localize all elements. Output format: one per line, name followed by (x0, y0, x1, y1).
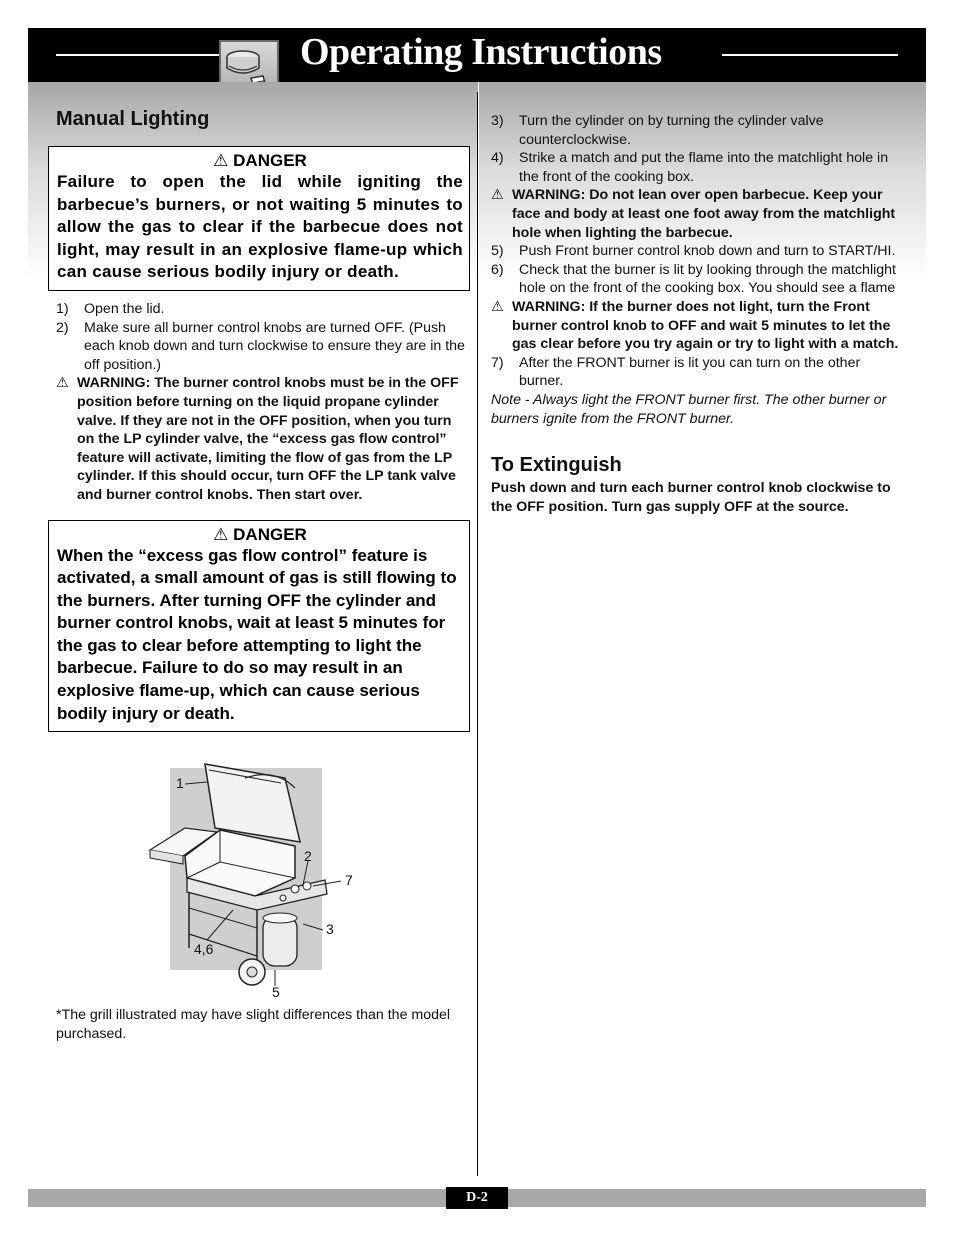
warning-text: WARNING: If the burner does not light, turn the Front burner control knob to OFF and wait 5 minutes to let the gas clear before you try again or try to light with a match. (512, 298, 899, 353)
warning-note-2 (491, 186, 903, 242)
figure-label-5: 5 (272, 984, 280, 1000)
figure-label-4-6: 4,6 (194, 941, 214, 957)
page-title: Operating Instructions (300, 31, 662, 73)
column-divider (477, 92, 478, 1176)
list-item: 5) Push Front burner control knob down and turn to START/HI. (491, 243, 896, 260)
grill-illustration (145, 758, 355, 1002)
danger-header (57, 524, 463, 545)
danger-text: Failure to open the lid while igniting the barbecue’s burners, or not waiting 5 minutes to allow the gas to clear if the barbecue does not light, may result in an explosive flame-up which can cause serious bodily injury or death. (57, 172, 463, 282)
warning-text: WARNING: The burner control knobs must be in the OFF position before turning on the liquid propane cylinder valve. If they are not in the OFF position, when you turn on the LP cylinder valve, the “excess gas flow control” feature will activate, limiting the flow of gas from the LP cylinder. If this should occur, turn OFF the LP tank valve and burner control knobs. Then start over. (77, 375, 459, 503)
list-item: 2) Make sure all burner control knobs are turned OFF. (Push each knob down and turn clockwise to ensure they are in the off position.) (56, 319, 465, 373)
header-rule-left (56, 54, 246, 56)
warning-triangle-icon: ⚠ (213, 151, 229, 170)
figure-label-3: 3 (326, 921, 334, 937)
extinguish-text: Push down and turn each burner control knob clockwise to the OFF position. Turn gas supply OFF at the source. (491, 480, 891, 515)
note-text: Note - Always light the FRONT burner first. The other burner or burners ignite from the FRONT burner. (491, 391, 887, 427)
list-item: 3) Turn the cylinder on by turning the cylinder valve counterclockwise. (491, 113, 824, 148)
list-item: 1) Open the lid. (56, 300, 165, 317)
figure-label-1: 1 (176, 775, 184, 791)
warning-note-1 (56, 374, 470, 504)
section-heading-manual-lighting: Manual Lighting (56, 108, 210, 130)
figure-label-7: 7 (345, 872, 353, 888)
list-item: 6) Check that the burner is lit by looking through the matchlight hole on the front of the cooking box. You should see a flame (491, 261, 896, 297)
warning-triangle-icon: ⚠ (56, 375, 69, 392)
list-item: 4) Strike a match and put the flame into the matchlight hole in the front of the cooking box. (491, 150, 889, 185)
steps-list-1 (56, 300, 470, 374)
figure-label-2: 2 (304, 848, 312, 864)
header-rule-right (722, 54, 898, 56)
danger-box-2 (48, 520, 470, 733)
warning-triangle-icon: ⚠ (491, 187, 504, 204)
left-column (48, 108, 470, 732)
danger-header (57, 150, 463, 171)
steps-list-2 (491, 112, 903, 186)
steps-list-3 (491, 242, 903, 298)
list-item: 7) After the FRONT burner is lit you can turn on the other burner. (491, 354, 861, 390)
right-column (491, 112, 903, 516)
danger-text: When the “excess gas flow control” feature is activated, a small amount of gas is still flowing to the burners. After turning OFF the cylinder and burner control knobs, wait at least 5 minutes for the gas to clear before attempting to light the barbecue. Failure to do so may result in an explosive flame-up, which can cause serious bodily injury or death. (57, 545, 457, 723)
danger-box-1 (48, 146, 470, 291)
warning-triangle-icon: ⚠ (213, 524, 229, 544)
danger-title: DANGER (233, 524, 307, 544)
section-heading-to-extinguish: To Extinguish (491, 454, 622, 477)
header-bar (28, 28, 926, 82)
danger-title: DANGER (233, 151, 307, 170)
figure-caption: *The grill illustrated may have slight differences than the model purchased. (56, 1007, 451, 1042)
page-number: D-2 (446, 1187, 508, 1209)
steps-list-4 (491, 354, 903, 391)
warning-triangle-icon: ⚠ (491, 298, 504, 315)
warning-text: WARNING: Do not lean over open barbecue. Keep your face and body at least one foot away from the matchlight hole when lighting the barbecue. (512, 187, 896, 241)
warning-note-3 (491, 298, 903, 354)
